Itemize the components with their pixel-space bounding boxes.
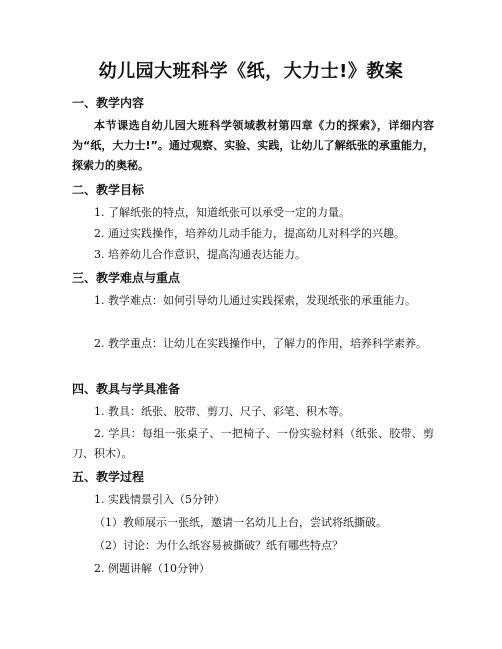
section-paragraph: 1. 实践情景引入（5分钟） [94, 493, 225, 506]
section-paragraph: 1. 了解纸张的特点，知道纸张可以承受一定的力量。 [94, 206, 350, 219]
section-heading: 一、教学内容 [72, 96, 145, 110]
section-paragraph: 2. 例题讲解（10分钟） [94, 562, 210, 575]
section-paragraph: 本节课选自幼儿园大班科学领域教材第四章《力的探索》，详细内容为“纸，大力士!”。通过观察、实验、实践，让幼儿了解纸张的承重能力，探索力的奥秘。 [72, 119, 434, 172]
section-paragraph: （2）讨论：为什么纸容易被撕破？纸有哪些特点？ [94, 539, 343, 552]
section-heading: 二、教学目标 [72, 183, 145, 197]
document-title: 幼儿园大班科学《纸，大力士!》教案 [98, 61, 404, 82]
section-paragraph: 3. 培养幼儿合作意识，提高沟通表达能力。 [94, 248, 306, 261]
section-heading: 五、教学过程 [72, 470, 145, 484]
section-paragraph: 2. 教学重点：让幼儿在实践操作中，了解力的作用，培养科学素养。 [94, 337, 427, 350]
section-paragraph: 1. 教具：纸张、胶带、剪刀、尺子、彩笔、积木等。 [94, 405, 350, 418]
section-heading: 三、教学难点与重点 [72, 271, 181, 285]
section-paragraph: 1. 教学难点：如何引导幼儿通过实践探索，发现纸张的承重能力。 [94, 294, 416, 307]
section-paragraph: 2. 学具：每组一张桌子、一把椅子、一份实验材料（纸张、胶带、剪刀、积木）。 [72, 427, 434, 460]
section-heading: 四、教具与学具准备 [72, 382, 181, 396]
section-paragraph: 2. 通过实践操作，培养幼儿动手能力，提高幼儿对科学的兴趣。 [94, 227, 405, 240]
section-paragraph: （1）教师展示一张纸，邀请一名幼儿上台，尝试将纸撕破。 [94, 516, 387, 529]
